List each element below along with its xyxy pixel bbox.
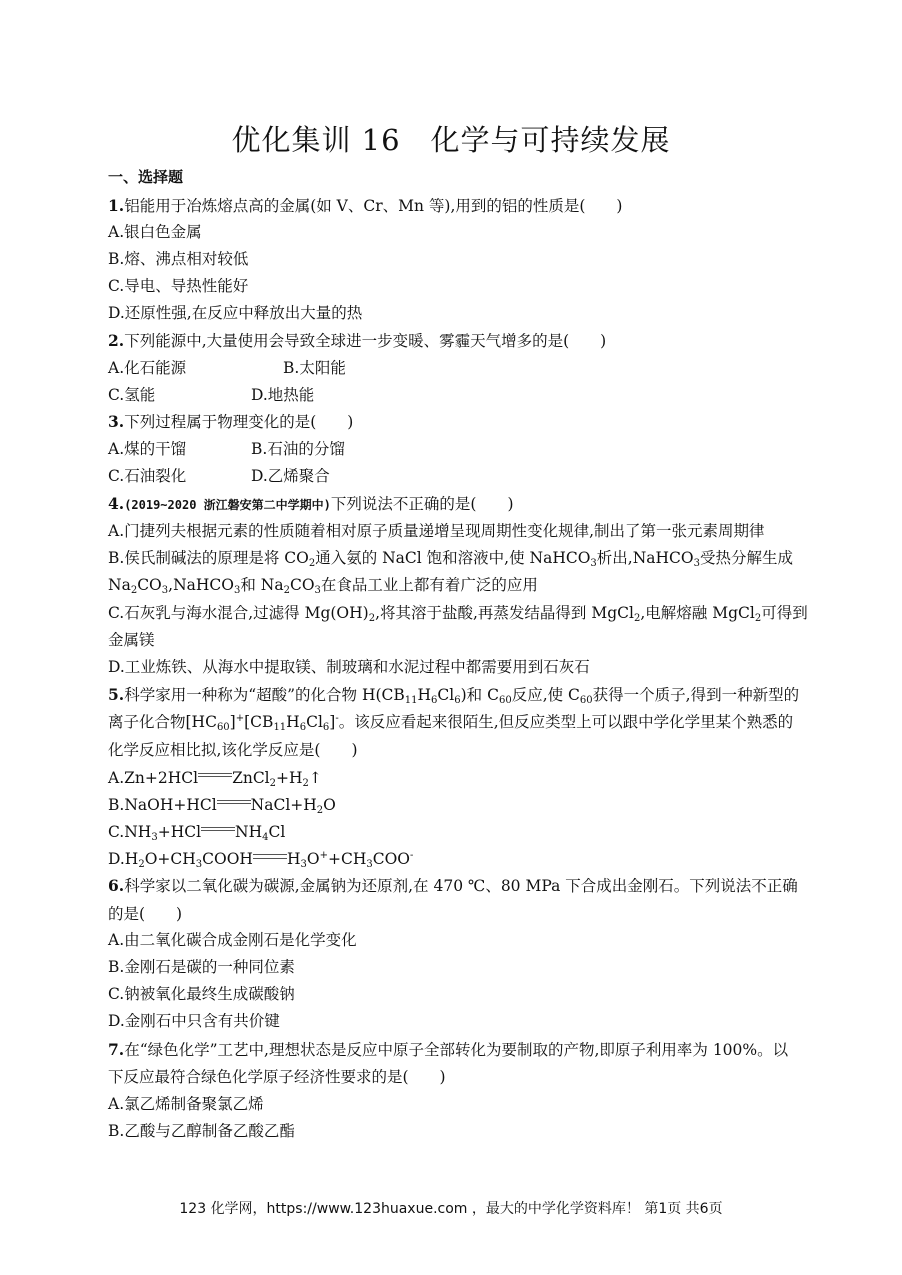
page-title: 优化集训 16 化学与可持续发展: [231, 123, 671, 157]
question-5-stem-line2: 离子化合物$[HC_{60}]^+[CB_{11}H_6Cl_6]^-$。该反应看起来很陌生,但反应类型上可以跟中学化学里某个熟悉的: [108, 713, 794, 733]
question-7-stem-line2: 下反应最符合绿色化学原子经济性要求的是( ): [108, 1068, 446, 1086]
q4-option-b-line1: B.侯氏制碱法的原理是将 $CO_2$通入氨的 NaCl 饱和溶液中,使 NaHCO$_3$析出,NaHCO$_3$受热分解生成: [108, 549, 793, 569]
section-heading: 一、选择题: [108, 168, 184, 186]
q4-option-d: D.工业炼铁、从海水中提取镁、制玻璃和水泥过程中都需要用到石灰石: [108, 658, 590, 676]
q5-option-a: A.Zn+2HCl $ZnCl_2+H_2↑$: [108, 769, 322, 789]
question-4-stem: 4.(2019~2020 浙江磐安第二中学期中)下列说法不正确的是( ): [108, 494, 514, 513]
question-number: 1.: [108, 196, 125, 215]
question-7-stem-line1: 7.在“绿色化学”工艺中,理想状态是反应中原子全部转化为要制取的产物,即原子利用率为 100%。以: [108, 1040, 789, 1059]
equals-sign: [198, 773, 232, 779]
q1-option-b: B.熔、沸点相对较低: [108, 250, 249, 268]
q6-option-b: B.金刚石是碳的一种同位素: [108, 958, 295, 976]
q4-option-c-line2: 金属镁: [108, 631, 155, 649]
question-5-stem-line3: 化学反应相比拟,该化学反应是( ): [108, 741, 358, 759]
q7-option-a: A.氯乙烯制备聚氯乙烯: [108, 1095, 264, 1113]
q3-option-c: C.石油裂化: [108, 467, 187, 485]
question-3-stem: 3.下列过程属于物理变化的是( ): [108, 412, 354, 431]
question-5-stem-line1: 5.科学家用一种称为“超酸”的化合物 $H(CB_{11}H_6Cl_6)$和 $C_{60}$反应,使 $C_{60}$获得一个质子,得到一种新型的: [108, 685, 800, 706]
q3-option-a: A.煤的干馏: [108, 440, 187, 458]
q1-option-c: C.导电、导热性能好: [108, 277, 249, 295]
reversible-arrow: [253, 853, 287, 861]
q3-option-d: D.乙烯聚合: [251, 467, 330, 485]
q1-option-d: D.还原性强,在反应中释放出大量的热: [108, 304, 363, 322]
q2-option-a: A.化石能源: [108, 359, 187, 377]
question-6-stem-line1: 6.科学家以二氧化碳为碳源,金属钠为还原剂,在 470 ℃、80 MPa 下合成出金刚石。下列说法不正确: [108, 876, 798, 895]
q6-option-a: A.由二氧化碳合成金刚石是化学变化: [108, 931, 357, 949]
q5-option-d: $D.H_2O+CH_3COOH$ $H_3O^++CH_3COO^-$: [108, 850, 414, 870]
q4-option-a: A.门捷列夫根据元素的性质随着相对原子质量递增呈现周期性变化规律,制出了第一张元素周期律: [108, 522, 765, 540]
q4-option-c-line1: C.石灰乳与海水混合,过滤得 $Mg(OH)_2$,将其溶于盐酸,再蒸发结晶得到 MgCl$_2$,电解熔融 MgCl$_2$可得到: [108, 604, 808, 624]
q4-option-b-line2: $Na_2CO_3,NaHCO_3$和 $Na_2CO_3$在食品工业上都有着广泛的应用: [108, 576, 538, 596]
question-6-stem-line2: 的是( ): [108, 905, 183, 923]
q6-option-c: C.钠被氧化最终生成碳酸钠: [108, 985, 295, 1003]
page-footer: 123 化学网，https://www.123huaxue.com ，最大的中学化学资料库！ 第1页 共6页: [179, 1201, 723, 1217]
q2-option-c: C.氢能: [108, 386, 156, 404]
question-2-stem: 2.下列能源中,大量使用会导致全球进一步变暖、雾霾天气增多的是( ): [108, 331, 607, 350]
question-1-stem: 1.铝能用于冶炼熔点高的金属(如 V、Cr、Mn 等),用到的铝的性质是( ): [108, 196, 623, 215]
equals-sign: [217, 800, 251, 806]
q5-option-c: $C.NH_3+HCl$ $NH_4Cl$: [108, 823, 286, 843]
q2-option-b: B.太阳能: [283, 359, 346, 377]
question-source: (2019~2020 浙江磐安第二中学期中): [124, 498, 331, 512]
q2-option-d: D.地热能: [251, 386, 315, 404]
q1-option-a: A.银白色金属: [108, 223, 202, 241]
q3-option-b: B.石油的分馏: [251, 440, 345, 458]
q5-option-b: B.NaOH+HCl $NaCl+H_2O$: [108, 796, 336, 816]
q6-option-d: D.金刚石中只含有共价键: [108, 1012, 280, 1030]
equals-sign: [201, 827, 235, 833]
q7-option-b: B.乙酸与乙醇制备乙酸乙酯: [108, 1122, 295, 1140]
